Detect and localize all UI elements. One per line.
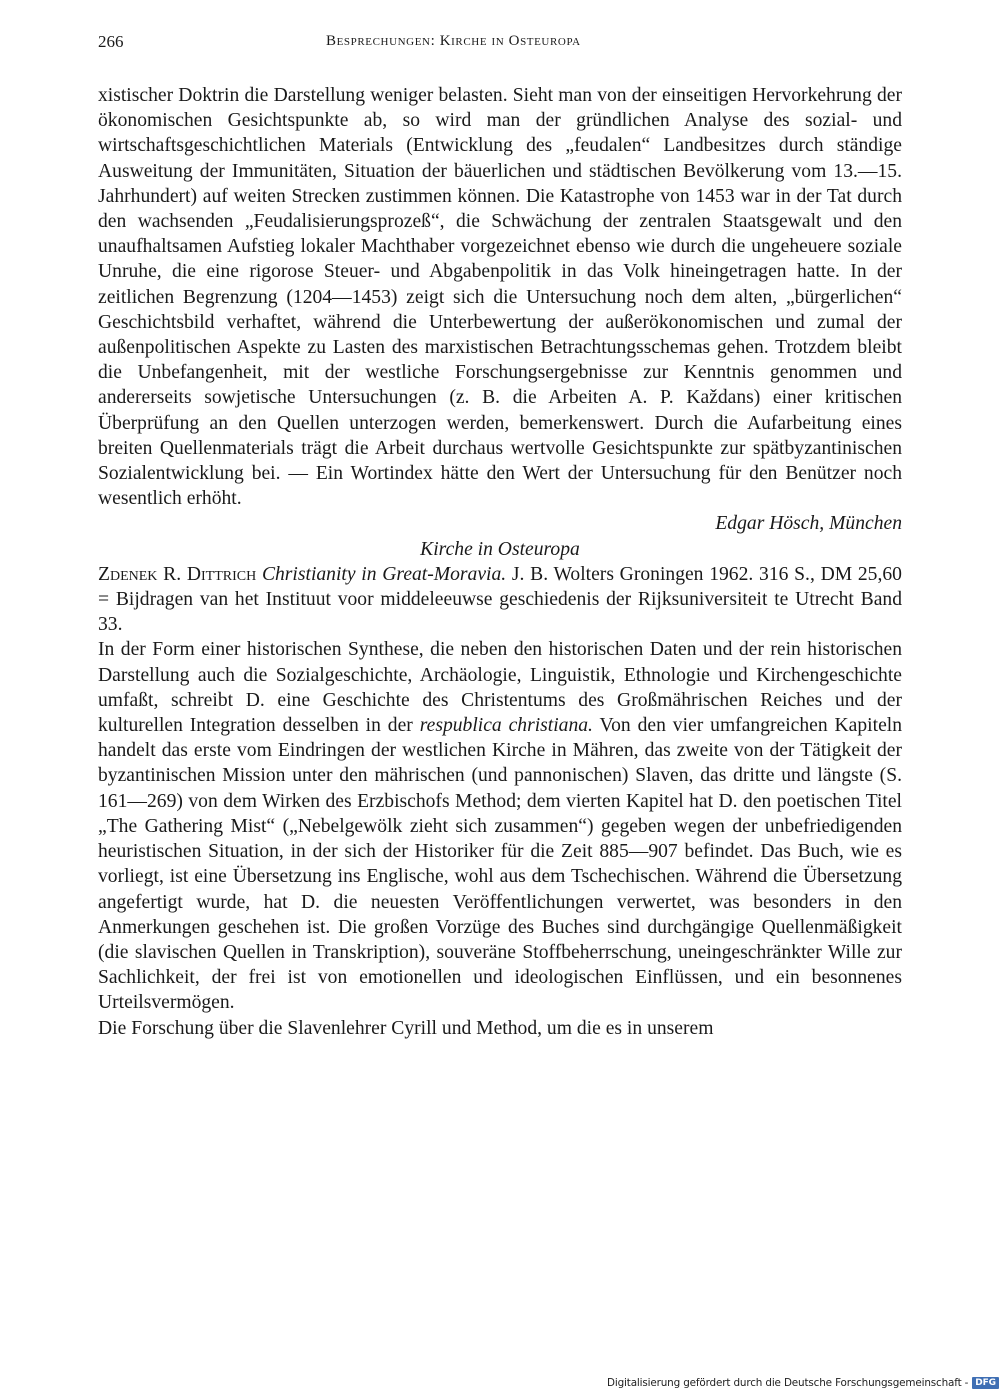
review-2-paragraph-2: Die Forschung über die Slavenlehrer Cyrill und Method, um die es in unserem	[98, 1017, 714, 1039]
citation-details: J. B. Wolters Groningen 1962. 316 S., DM 25,60 = Bijdragen van het Instituut voor middeleeuwse geschiedenis der Rijksuniversiteit te Utrecht Band 33.	[98, 563, 902, 636]
page-header	[98, 32, 902, 62]
review-2-paragraph-1	[98, 637, 902, 1015]
section-heading: Kirche in Osteuropa	[420, 538, 580, 560]
dfg-logo: DFG	[972, 1377, 999, 1389]
paragraph-italic-term: respublica christiana.	[419, 715, 593, 737]
running-head: Besprechungen: Kirche in Osteuropa	[326, 33, 581, 49]
paragraph-text: Von den vier umfangreichen Kapiteln handelt das erste vom Eindringen der westlichen Kirche in Mähren, das zweite von der Tätigkeit der byzantinischen Mission unter den mährischen (und pannonischen) Slaven, das dritte und längste (S. 161—269) von dem Wirken des Erzbischofs Method; dem vierten Kapitel hat D. den poetischen Titel „The Gathering Mist“ („Nebelgewölk zieht sich zusammen“) gegeben wegen der unbefriedigenden heuristischen Situation, in der sich der Historiker für die Zeit 885—907 befindet. Das Buch, wie es vorliegt, ist eine Übersetzung ins Englische, wohl aus dem Tschechischen. Während die Übersetzung angefertigt wurde, hat D. die neuesten Veröffentlichungen verwertet, was besonders in den Anmerkungen geschehen ist. Die großen Vorzüge des Buches sind durchgängige Quellenmäßigkeit (die slavischen Quellen in Transkription), souveräne Stoffbeherrschung, uneingeschränkter Wille zur Sachlichkeit, der frei ist von emotionellen und ideologischen Einflüssen, und ein besonnenes Urteilsvermögen.	[98, 715, 903, 1014]
citation-title: Christianity in Great-Moravia.	[261, 563, 507, 585]
digitization-footer	[607, 1374, 999, 1392]
paragraph-text: In der Form einer historischen Synthese, die neben den historischen Daten und der rein historischen Darstellung auch die Sozialgeschichte, Archäologie, Linguistik, Ethnologie und Kirchengeschichte umfaßt, schreibt D. eine Geschichte des Christentums des Großmährischen Reiches und der kulturellen Integration desselben in der	[98, 639, 902, 737]
citation-author: Zdenek R. Dittrich	[98, 563, 257, 585]
review-2-citation	[98, 562, 902, 638]
review-1-signature: Edgar Hösch, München	[715, 513, 902, 535]
article-body	[98, 83, 902, 1041]
review-1-paragraph: xistischer Doktrin die Darstellung weniger belasten. Sieht man von der einseitigen Hervorkehrung der ökonomischen Gesichtspunkte ab, so wird man der gründlichen Analyse des sozial- und wirtschaftsgeschichtlichen Materials (Entwicklung des „feudalen“ Landbesitzes durch ständige Ausweitung der Immunitäten, Situation der bäuerlichen und städtischen Bevölkerung vom 13.—15. Jahrhundert) auf weiten Strecken zustimmen können. Die Katastrophe von 1453 war in der Tat durch den wachsenden „Feudalisierungsprozeß“, die Schwächung der zentralen Staatsgewalt und den unaufhaltsamen Aufstieg lokaler Machthaber vorgezeichnet ebenso wie durch die ungeheuere soziale Unruhe, die eine rigorose Steuer- und Abgabenpolitik in das Volk hineingetragen hatte. In der zeitlichen Begrenzung (1204—1453) zeigt sich die Untersuchung noch dem alten, „bürgerlichen“ Geschichtsbild verhaftet, während die Unterbewertung der außerökonomischen und zumal der außenpolitischen Aspekte zu Lasten des marxistischen Betrachtungsschemas gehen. Trotzdem bleibt die Unbefangenheit, mit der westliche Forschungsergebnisse zur Kenntnis genommen und andererseits sowjetische Untersuchungen (z. B. die Arbeiten A. P. Každans) einer kritischen Überprüfung an den Quellen unterzogen werden, bemerkenswert. Durch die Aufarbeitung eines breiten Quellenmaterials trägt die Arbeit durchaus wertvolle Gesichtspunkte zur spätbyzantinischen Sozialentwicklung bei. — Ein Wortindex hätte den Wert der Untersuchung für den Benützer noch wesentlich erhöht.	[98, 85, 902, 510]
footer-text: Digitalisierung gefördert durch die Deutsche Forschungsgemeinschaft -	[607, 1377, 969, 1389]
page-number: 266	[98, 32, 124, 51]
